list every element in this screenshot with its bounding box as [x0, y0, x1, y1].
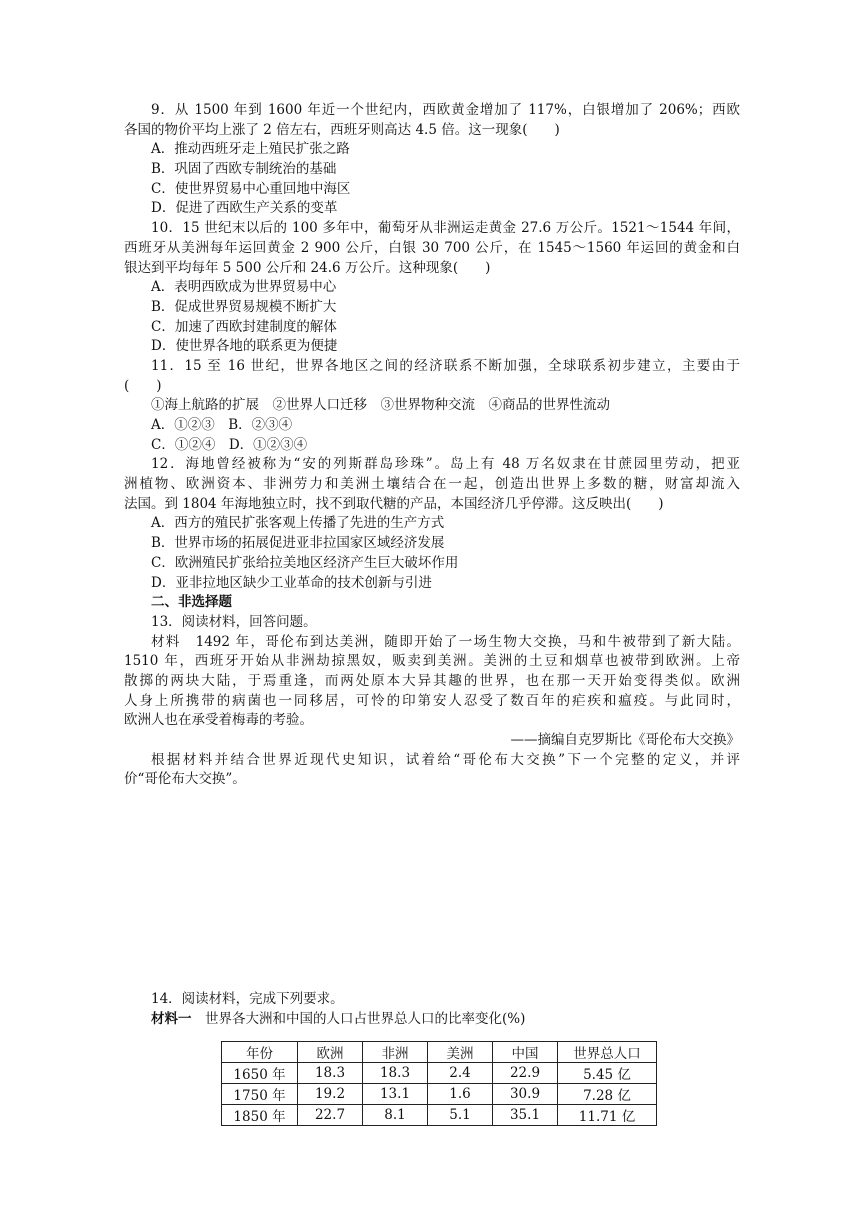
- option-a: A．推动西班牙走上殖民扩张之路: [151, 141, 350, 158]
- exam-page: [124, 101, 740, 1126]
- table-cell: 7.28 亿: [558, 1084, 657, 1105]
- table-cell: 1850 年: [222, 1105, 298, 1126]
- table-header: 年份: [222, 1042, 298, 1063]
- table-header: 美洲: [428, 1042, 493, 1063]
- table-cell: 5.45 亿: [558, 1063, 657, 1084]
- material-line: 散掷的两块大陆，于焉重逢，而两处原本大异其趣的世界，也在那一天开始变得类似。欧洲: [124, 672, 740, 689]
- option-c: C．加速了西欧封建制度的解体: [151, 318, 337, 335]
- question-10: [124, 219, 740, 357]
- option-a: A．西方的殖民扩张客观上传播了先进的生产方式: [151, 515, 445, 532]
- question-stem-line: 银达到平均每年 5 500 公斤和 24.6 万公斤。这种现象( ): [124, 259, 491, 276]
- question-12: [124, 455, 740, 593]
- question-14: [124, 990, 740, 1126]
- option-ab: A．①②③ B．②③④: [151, 417, 293, 433]
- table-cell: 35.1: [493, 1105, 558, 1126]
- table-cell: 18.3: [363, 1063, 428, 1084]
- population-table: [221, 1041, 657, 1126]
- material-line: 材料 1492 年，哥伦布到达美洲，随即开始了一场生物大交换，马和牛被带到了新大陆。: [151, 633, 740, 650]
- question-intro: 14．阅读材料，完成下列要求。: [151, 991, 344, 1008]
- table-cell: 11.71 亿: [558, 1105, 657, 1126]
- material-line: 1510 年，西班牙开始从非洲劫掠黑奴，贩卖到美洲。美洲的土豆和烟草也被带到欧洲。上帝: [124, 653, 740, 670]
- material-line: 人身上所携带的病菌也一同移居，可怜的印第安人忍受了数百年的疟疾和瘟疫。与此同时，: [124, 692, 740, 709]
- material-title: 世界各大洲和中国的人口占世界总人口的比率变化(%): [191, 1010, 526, 1027]
- option-b: B．促成世界贸易规模不断扩大: [151, 298, 337, 315]
- table-cell: 30.9: [493, 1084, 558, 1105]
- table-cell: 2.4: [428, 1063, 493, 1084]
- table-cell: 18.3: [298, 1063, 363, 1084]
- table-cell: 1.6: [428, 1084, 493, 1105]
- material-label: 材料一: [151, 1010, 192, 1027]
- question-items: ①海上航路的扩展 ②世界人口迁移 ③世界物种交流 ④商品的世界性流动: [151, 397, 610, 414]
- table-cell: 13.1: [363, 1084, 428, 1105]
- option-cd: C．①②④ D．①②③④: [151, 436, 308, 453]
- table-cell: 1650 年: [222, 1063, 298, 1084]
- material-line: 欧洲人也在承受着梅毒的考验。: [124, 712, 313, 729]
- table-header: 非洲: [363, 1042, 428, 1063]
- table-row: [222, 1063, 657, 1084]
- table-cell: 19.2: [298, 1084, 363, 1105]
- question-13: [124, 613, 740, 790]
- question-line: 根据材料并结合世界近现代史知识，试着给“哥伦布大交换”下一个完整的定义，并评: [151, 751, 740, 768]
- option-d: D．使世界各地的联系更为便捷: [151, 338, 338, 355]
- material-source: ——摘编自克罗斯比《哥伦布大交换》: [510, 732, 740, 748]
- question-stem-line: 10．15 世纪末以后的 100 多年中，葡萄牙从非洲运走黄金 27.6 万公斤。1521～1544 年间，: [151, 220, 740, 237]
- material-title-line: [124, 1010, 740, 1030]
- section-heading: 二、非选择题: [151, 594, 232, 611]
- table-cell: 22.7: [298, 1105, 363, 1126]
- table-row: [222, 1084, 657, 1105]
- option-c: C．使世界贸易中心重回地中海区: [151, 180, 351, 197]
- question-stem-line: 12．海地曾经被称为“安的列斯群岛珍珠”。岛上有 48 万名奴隶在甘蔗园里劳动，把亚: [151, 456, 740, 473]
- table-row: [222, 1105, 657, 1126]
- table-cell: 1750 年: [222, 1084, 298, 1105]
- table-cell: 22.9: [493, 1063, 558, 1084]
- question-stem-line: 西班牙从美洲每年运回黄金 2 900 公斤，白银 30 700 公斤，在 1545～1560 年运回的黄金和白: [124, 239, 740, 256]
- question-11: [124, 357, 740, 455]
- table-cell: 5.1: [428, 1105, 493, 1126]
- table-header: 中国: [493, 1042, 558, 1063]
- table-cell: 8.1: [363, 1105, 428, 1126]
- question-stem-line: 各国的物价平均上涨了 2 倍左右，西班牙则高达 4.5 倍。这一现象( ): [124, 121, 560, 138]
- question-intro: 13．阅读材料，回答问题。: [151, 613, 317, 630]
- question-stem-line: ( ): [124, 377, 162, 394]
- option-b: B．巩固了西欧专制统治的基础: [151, 161, 337, 178]
- question-stem-line: 法国。到 1804 年海地独立时，找不到取代糖的产品，本国经济几乎停滞。这反映出( ): [124, 495, 664, 512]
- question-stem-line: 9．从 1500 年到 1600 年近一个世纪内，西欧黄金增加了 117%，白银增加了 206%；西欧: [151, 102, 740, 118]
- question-stem-line: 洲植物、欧洲资本、非洲劳力和美洲土壤结合在一起，创造出世界上多数的糖，财富却流入: [124, 476, 740, 493]
- question-stem-line: 11．15 至 16 世纪，世界各地区之间的经济联系不断加强，全球联系初步建立，主要由于: [151, 357, 740, 374]
- table-header: 世界总人口: [558, 1042, 657, 1063]
- option-b: B．世界市场的拓展促进亚非拉国家区域经济发展: [151, 535, 445, 552]
- option-c: C．欧洲殖民扩张给拉美地区经济产生巨大破坏作用: [151, 554, 459, 571]
- option-a: A．表明西欧成为世界贸易中心: [151, 279, 337, 296]
- answer-space: [124, 790, 740, 990]
- option-d: D．促进了西欧生产关系的变革: [151, 200, 338, 217]
- question-9: [124, 101, 740, 219]
- table-header: 欧洲: [298, 1042, 363, 1063]
- option-d: D．亚非拉地区缺少工业革命的技术创新与引进: [151, 574, 432, 591]
- table-header-row: [222, 1042, 657, 1063]
- question-line: 价“哥伦布大交换”。: [124, 771, 246, 788]
